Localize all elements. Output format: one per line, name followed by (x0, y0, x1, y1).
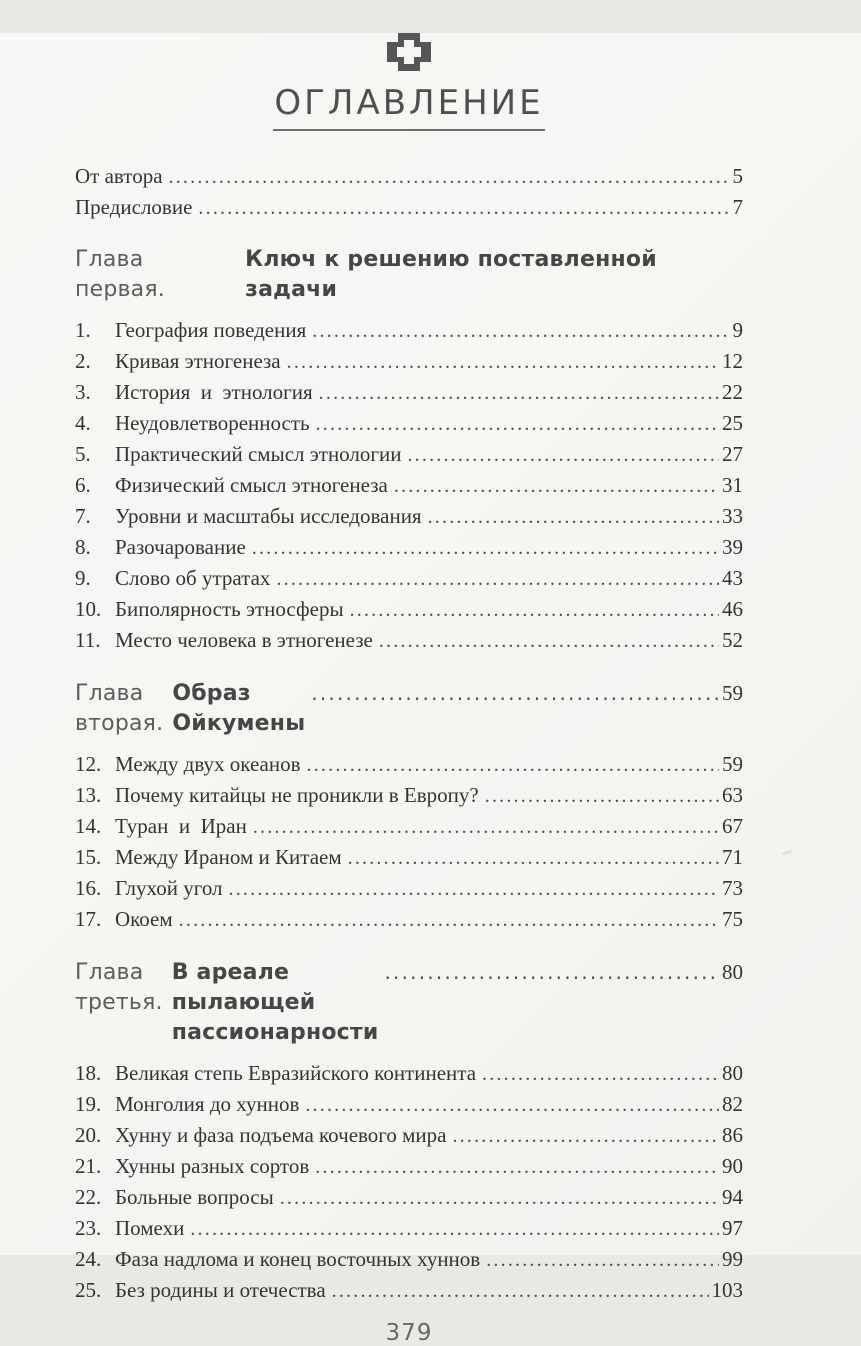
entry-title: Почему китайцы не проникли в Европу? (115, 783, 479, 807)
entry-page: 25 (722, 411, 743, 435)
entry-title: Между двух океанов (115, 752, 301, 776)
page-title: ОГЛАВЛЕНИЕ (274, 83, 544, 123)
entry-title: Монголия до хуннов (115, 1092, 300, 1116)
toc-entry (75, 501, 743, 532)
entry-page: 7 (732, 195, 743, 219)
chapter-page: 80 (722, 960, 743, 984)
toc-entry (75, 439, 743, 470)
toc-entry (75, 532, 743, 563)
entry-title: Кривая этногенеза (115, 349, 281, 373)
toc-entry (75, 161, 743, 192)
entry-page: 52 (722, 628, 743, 652)
toc-body (75, 161, 743, 1306)
chapter-label: Глава вторая. (75, 681, 164, 736)
dot-leader (428, 502, 719, 532)
entry-page: 86 (722, 1123, 743, 1147)
chapter-entries (75, 749, 743, 935)
entry-title: Без родины и отечества (115, 1278, 326, 1302)
entry-page: 22 (722, 380, 743, 404)
toc-entry (75, 1213, 743, 1244)
dot-leader (319, 378, 719, 408)
toc-entry (75, 811, 743, 842)
chapter-label: Глава третья. (75, 960, 163, 1015)
toc-entry (75, 408, 743, 439)
book-page (0, 33, 861, 1346)
entry-number: 22. (75, 1185, 102, 1209)
cross-ornament-icon (387, 33, 431, 71)
dot-leader (198, 193, 729, 223)
entry-number: 3. (75, 380, 91, 404)
dot-leader (190, 1214, 719, 1244)
dot-leader (315, 1152, 719, 1182)
dot-leader (407, 440, 719, 470)
entry-title: История и этнология (115, 380, 313, 404)
entry-title: Туран и Иран (115, 814, 247, 838)
entry-page: 82 (722, 1092, 743, 1116)
entry-page: 97 (722, 1216, 743, 1240)
toc-entry (75, 1275, 743, 1306)
entry-title: Уровни и масштабы исследования (115, 504, 422, 528)
toc-entry (75, 1244, 743, 1275)
dot-leader (287, 347, 719, 377)
entry-page: 39 (722, 535, 743, 559)
entry-number: 25. (75, 1278, 102, 1302)
dot-leader (485, 781, 719, 811)
dot-leader (253, 812, 719, 842)
entry-title: Между Ираном и Китаем (115, 845, 342, 869)
dot-leader (305, 1090, 719, 1120)
entry-page: 103 (711, 1278, 743, 1302)
entry-number: 13. (75, 783, 102, 807)
entry-page: 94 (722, 1185, 743, 1209)
entry-page: 67 (722, 814, 743, 838)
chapters-container (75, 245, 743, 1306)
entry-number: 2. (75, 349, 91, 373)
entry-number: 19. (75, 1092, 102, 1116)
entry-page: 12 (722, 349, 743, 373)
entry-number: 14. (75, 814, 102, 838)
dot-leader (482, 1059, 719, 1089)
entry-number: 6. (75, 473, 91, 497)
dot-leader (394, 471, 719, 501)
dot-leader (348, 843, 719, 873)
chapter-section (75, 245, 743, 656)
entry-title: Слово об утратах (115, 566, 271, 590)
entry-page: 46 (722, 597, 743, 621)
entry-number: 21. (75, 1154, 102, 1178)
chapter-entries (75, 1058, 743, 1306)
entry-number: 5. (75, 442, 91, 466)
toc-entry (75, 1151, 743, 1182)
toc-entry (75, 594, 743, 625)
dot-leader (385, 957, 720, 987)
dot-leader (312, 316, 729, 346)
entry-number: 10. (75, 597, 102, 621)
entry-title: Великая степь Евразийского континента (115, 1061, 477, 1085)
entry-title: Разочарование (115, 535, 246, 559)
entry-number: 8. (75, 535, 91, 559)
toc-entry (75, 625, 743, 656)
dot-leader (229, 874, 719, 904)
entry-number: 16. (75, 876, 102, 900)
chapter-label: Глава первая. (75, 247, 165, 302)
folio-page-number: 379 (385, 1320, 433, 1346)
chapter-page: 59 (722, 681, 743, 705)
entry-title: Биполярность этносферы (115, 597, 344, 621)
entry-title: Практический смысл этнологии (115, 442, 402, 466)
entry-number: 15. (75, 845, 102, 869)
entry-title: Окоем (115, 907, 173, 931)
title-underline (273, 129, 545, 131)
toc-entry (75, 1182, 743, 1213)
dot-leader (276, 564, 719, 594)
toc-entry (75, 749, 743, 780)
chapter-heading (75, 678, 743, 739)
entry-number: 9. (75, 566, 91, 590)
entry-number: 1. (75, 318, 91, 342)
entry-number: 18. (75, 1061, 102, 1085)
entry-page: 43 (722, 566, 743, 590)
entry-page: 9 (732, 318, 743, 342)
entry-page: 27 (722, 442, 743, 466)
dot-leader (179, 905, 719, 935)
toc-entry (75, 315, 743, 346)
entry-title: Хунны разных сортов (115, 1154, 310, 1178)
chapter-title: В ареале пылающей пассионарности (171, 960, 379, 1045)
dot-leader (332, 1276, 709, 1306)
entry-title: Фаза надлома и конец восточных хуннов (115, 1247, 481, 1271)
entry-title: Место человека в этногенезе (115, 628, 373, 652)
toc-entry (75, 904, 743, 935)
entry-page: 33 (722, 504, 743, 528)
entry-page: 71 (722, 845, 743, 869)
toc-entry (75, 1058, 743, 1089)
entry-page: 31 (722, 473, 743, 497)
scan-artifact (782, 850, 792, 856)
dot-leader (252, 533, 719, 563)
toc-entry (75, 873, 743, 904)
entry-number: 24. (75, 1247, 102, 1271)
chapter-heading (75, 957, 743, 1048)
chapter-title: Образ Ойкумены (172, 681, 306, 736)
entry-page: 99 (722, 1247, 743, 1271)
toc-entry (75, 780, 743, 811)
entry-number: 7. (75, 504, 91, 528)
toc-entry (75, 1089, 743, 1120)
chapter-entries (75, 315, 743, 656)
entry-page: 80 (722, 1061, 743, 1085)
entry-number: 17. (75, 907, 102, 931)
chapter-title: Ключ к решению поставленной задачи (245, 247, 657, 302)
chapter-heading (75, 245, 743, 305)
entry-title: Больные вопросы (115, 1185, 274, 1209)
entry-title: Помехи (115, 1216, 185, 1240)
toc-entry (75, 842, 743, 873)
entry-page: 59 (722, 752, 743, 776)
entry-title: От автора (75, 164, 163, 188)
dot-leader (169, 162, 730, 192)
entry-number: 4. (75, 411, 91, 435)
dot-leader (350, 595, 719, 625)
page-footer (75, 1320, 743, 1346)
dot-leader (379, 626, 719, 656)
chapter-section (75, 957, 743, 1306)
entry-title: Физический смысл этногенеза (115, 473, 388, 497)
entry-page: 73 (722, 876, 743, 900)
dot-leader (307, 750, 719, 780)
dot-leader (452, 1121, 719, 1151)
toc-entry (75, 470, 743, 501)
dot-leader (311, 678, 719, 708)
entry-title: Глухой угол (115, 876, 223, 900)
dot-leader (280, 1183, 719, 1213)
entry-page: 5 (732, 164, 743, 188)
chapter-section (75, 678, 743, 935)
toc-entry (75, 192, 743, 223)
entry-number: 11. (75, 628, 101, 652)
entry-number: 12. (75, 752, 102, 776)
entry-title: Неудовлетворенность (115, 411, 310, 435)
toc-entry (75, 346, 743, 377)
entry-page: 75 (722, 907, 743, 931)
entry-title: Предисловие (75, 195, 193, 219)
toc-entry (75, 1120, 743, 1151)
front-matter (75, 161, 743, 223)
entry-number: 20. (75, 1123, 102, 1147)
dot-leader (316, 409, 719, 439)
entry-title: География поведения (115, 318, 307, 342)
dot-leader (486, 1245, 719, 1275)
entry-title: Хунну и фаза подъема кочевого мира (115, 1123, 447, 1147)
toc-entry (75, 377, 743, 408)
toc-header (75, 33, 743, 131)
toc-entry (75, 563, 743, 594)
entry-page: 63 (722, 783, 743, 807)
entry-page: 90 (722, 1154, 743, 1178)
entry-number: 23. (75, 1216, 102, 1240)
